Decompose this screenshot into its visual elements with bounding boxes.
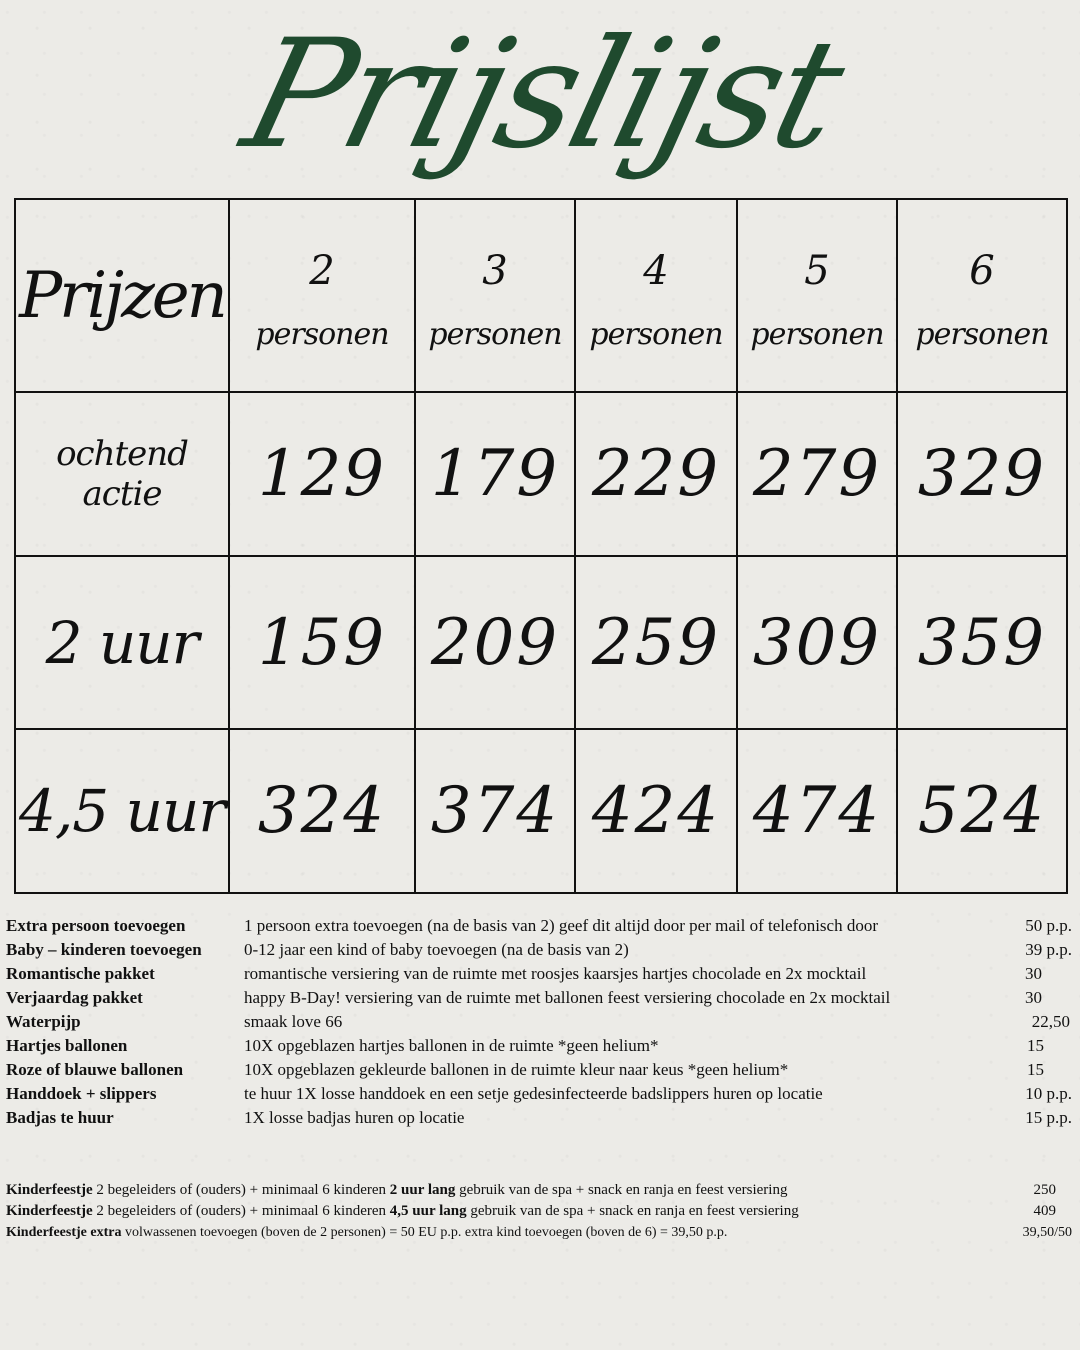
kids-party-detail: 2 begeleiders of (ouders) + minimaal 6 kinderen: [92, 1203, 390, 1219]
extra-description: 10X opgeblazen hartjes ballonen in de ruimte *geen helium*: [244, 1036, 659, 1055]
list-item: [6, 938, 1072, 962]
column-header: [737, 199, 897, 392]
column-persons-label: personen: [915, 316, 1049, 352]
kids-party-duration: 4,5 uur lang: [389, 1203, 467, 1219]
kids-party-detail: gebruik van de spa + snack en ranja en feest versiering: [455, 1182, 788, 1198]
price-cell: 309: [737, 556, 897, 729]
extra-name: Romantische pakket: [6, 964, 155, 983]
column-persons-count: 5: [804, 247, 830, 294]
column-persons-label: personen: [750, 316, 884, 352]
kids-party-detail: 2 begeleiders of (ouders) + minimaal 6 kinderen: [92, 1182, 390, 1198]
extra-name: Verjaardag pakket: [6, 988, 143, 1007]
price-cell: 324: [229, 729, 415, 893]
column-persons-count: 4: [643, 247, 669, 294]
extra-name: Baby – kinderen toevoegen: [6, 940, 202, 959]
row-label-cell: [15, 392, 229, 556]
column-header: [575, 199, 737, 392]
list-item: [6, 1034, 1072, 1058]
kids-party-detail: volwassenen toevoegen (boven de 2 personen) = 50 EU p.p. extra kind toevoegen (boven de 6) = 39,50 p.p.: [121, 1225, 728, 1240]
kids-party-text: [6, 1201, 799, 1222]
price-cell: 259: [575, 556, 737, 729]
table-corner-cell: [15, 199, 229, 392]
extra-description: 1 persoon extra toevoegen (na de basis van 2) geef dit altijd door per mail of telefonisch door: [244, 916, 878, 935]
extra-price: 39 p.p.: [1025, 940, 1072, 959]
price-cell: 359: [897, 556, 1067, 729]
list-item: [6, 1180, 1072, 1201]
column-persons-label: personen: [428, 316, 562, 352]
column-persons-label: personen: [255, 316, 389, 352]
list-item: [6, 986, 1072, 1010]
row-label: ochtend actie: [56, 434, 188, 514]
column-persons-count: 2: [309, 247, 335, 294]
row-label: 2 uur: [45, 608, 199, 677]
table-header-row: [15, 199, 1067, 392]
row-label-cell: [15, 729, 229, 893]
kids-party-text: [6, 1222, 727, 1243]
extra-price: 10 p.p.: [1025, 1084, 1072, 1103]
list-item: [6, 1082, 1072, 1106]
column-header: [415, 199, 575, 392]
price-cell: 524: [897, 729, 1067, 893]
kids-party-name: Kinderfeestje: [6, 1182, 93, 1198]
extra-description: 0-12 jaar een kind of baby toevoegen (na de basis van 2): [244, 940, 629, 959]
kids-party-detail: gebruik van de spa + snack en ranja en feest versiering: [466, 1203, 799, 1219]
extra-price: 30: [1025, 964, 1042, 983]
extra-description: romantische versiering van de ruimte met roosjes kaarsjes hartjes chocolade en 2x mocktail: [244, 964, 867, 983]
extra-description: happy B-Day! versiering van de ruimte met ballonen feest versiering chocolade en 2x mocktail: [244, 988, 891, 1007]
price-cell: 209: [415, 556, 575, 729]
list-item: [6, 1010, 1072, 1034]
kids-party-price: 409: [1033, 1203, 1056, 1219]
row-label-cell: [15, 556, 229, 729]
column-persons-label: personen: [589, 316, 723, 352]
extra-price: 22,50: [1031, 1012, 1070, 1031]
kids-party-duration: 2 uur lang: [389, 1182, 456, 1198]
extra-price: 50 p.p.: [1025, 916, 1072, 935]
list-item: [6, 1222, 1072, 1243]
extras-list: [6, 914, 1072, 1130]
table-row: [15, 392, 1067, 556]
page-title: Prijslijst: [228, 8, 857, 182]
price-cell: 129: [229, 392, 415, 556]
list-item: [6, 1201, 1072, 1222]
price-cell: 374: [415, 729, 575, 893]
extra-description: 10X opgeblazen gekleurde ballonen in de ruimte kleur naar keus *geen helium*: [244, 1060, 789, 1079]
price-table: [14, 198, 1068, 894]
list-item: [6, 1058, 1072, 1082]
price-cell: 159: [229, 556, 415, 729]
price-cell: 179: [415, 392, 575, 556]
extra-price: 15: [1027, 1060, 1044, 1079]
kids-party-text: [6, 1180, 787, 1201]
extra-name: Waterpijp: [6, 1012, 81, 1031]
kids-party-name: Kinderfeestje: [6, 1203, 93, 1219]
price-cell: 229: [575, 392, 737, 556]
table-row: [15, 556, 1067, 729]
row-label: 4,5 uur: [18, 777, 226, 845]
list-item: [6, 962, 1072, 986]
list-item: [6, 914, 1072, 938]
column-persons-count: 6: [969, 247, 995, 294]
extra-name: Extra persoon toevoegen: [6, 916, 186, 935]
price-cell: 474: [737, 729, 897, 893]
column-header: [229, 199, 415, 392]
price-cell: 329: [897, 392, 1067, 556]
extra-price: 30: [1025, 988, 1042, 1007]
kids-party-price: 39,50/50: [1022, 1225, 1072, 1240]
extra-name: Handdoek + slippers: [6, 1084, 157, 1103]
extra-name: Hartjes ballonen: [6, 1036, 128, 1055]
extra-description: 1X losse badjas huren op locatie: [244, 1108, 465, 1127]
extra-price: 15: [1027, 1036, 1044, 1055]
table-row: [15, 729, 1067, 893]
column-header: [897, 199, 1067, 392]
kids-party-name: Kinderfeestje extra: [6, 1225, 122, 1240]
kids-party-price: 250: [1033, 1182, 1056, 1198]
extra-name: Roze of blauwe ballonen: [6, 1060, 184, 1079]
extra-price: 15 p.p.: [1025, 1108, 1072, 1127]
list-item: [6, 1106, 1072, 1130]
price-cell: 279: [737, 392, 897, 556]
column-persons-count: 3: [482, 247, 508, 294]
extra-name: Badjas te huur: [6, 1108, 114, 1127]
kids-party-list: [6, 1180, 1072, 1243]
extra-description: te huur 1X losse handdoek en een setje gedesinfecteerde badslippers huren op locatie: [244, 1084, 823, 1103]
price-cell: 424: [575, 729, 737, 893]
extra-description: smaak love 66: [244, 1012, 343, 1031]
table-corner-label: Prijzen: [19, 258, 225, 333]
